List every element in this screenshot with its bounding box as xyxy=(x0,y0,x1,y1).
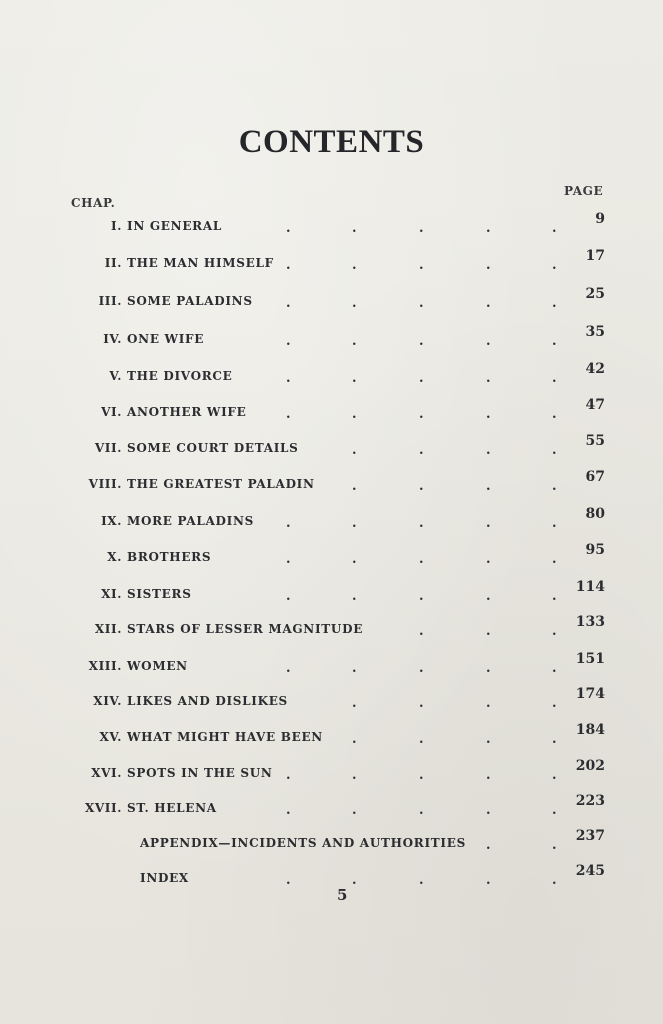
leader-dot: . xyxy=(352,479,357,494)
leader-dot: . xyxy=(286,296,291,311)
chapter-number: XVII. xyxy=(84,801,122,815)
page-number: 9 xyxy=(595,211,605,227)
page-number: 47 xyxy=(585,397,605,413)
leader-dot: . xyxy=(419,407,424,422)
page-number: 237 xyxy=(575,828,605,844)
toc-entry xyxy=(0,248,663,276)
page-number: 42 xyxy=(585,361,605,377)
leader-dot: . xyxy=(486,838,491,853)
leader-dot: . xyxy=(286,552,291,567)
chapter-title: MORE PALADINS xyxy=(127,514,254,528)
leader-dot: . xyxy=(286,873,291,888)
chapter-title: ANOTHER WIFE xyxy=(127,405,247,419)
leader-dot: . xyxy=(419,873,424,888)
leader-dot: . xyxy=(286,516,291,531)
leader-dot: . xyxy=(552,696,557,711)
page-number: 174 xyxy=(575,686,605,702)
leader-dot: . xyxy=(286,334,291,349)
leader-dot: . xyxy=(286,803,291,818)
chapter-title: THE GREATEST PALADIN xyxy=(127,477,315,491)
leader-dot: . xyxy=(286,661,291,676)
leader-dot: . xyxy=(486,407,491,422)
leader-dot: . xyxy=(552,552,557,567)
toc-entry xyxy=(0,828,663,856)
chapter-title: LIKES AND DISLIKES xyxy=(127,694,288,708)
leader-dot: . xyxy=(552,624,557,639)
leader-dot: . xyxy=(486,873,491,888)
leader-dot: . xyxy=(486,258,491,273)
leader-dot: . xyxy=(286,768,291,783)
leader-dot: . xyxy=(352,732,357,747)
leader-dot: . xyxy=(286,258,291,273)
leader-dot: . xyxy=(419,221,424,236)
leader-dot: . xyxy=(486,552,491,567)
page-number: 223 xyxy=(575,793,605,809)
leader-dot: . xyxy=(419,624,424,639)
leader-dot: . xyxy=(552,768,557,783)
page-number: 17 xyxy=(585,248,605,264)
leader-dot: . xyxy=(419,371,424,386)
leader-dot: . xyxy=(419,732,424,747)
chapter-number: X. xyxy=(107,550,122,564)
chapter-title: APPENDIX—INCIDENTS AND AUTHORITIES xyxy=(140,836,466,850)
chapter-title: SOME PALADINS xyxy=(127,294,253,308)
leader-dot: . xyxy=(552,838,557,853)
leader-dot: . xyxy=(552,479,557,494)
page-folio: 5 xyxy=(337,886,348,904)
leader-dot: . xyxy=(352,552,357,567)
leader-dot: . xyxy=(352,296,357,311)
leader-dot: . xyxy=(419,479,424,494)
chapter-title: SPOTS IN THE SUN xyxy=(127,766,273,780)
leader-dot: . xyxy=(352,258,357,273)
leader-dot: . xyxy=(552,516,557,531)
leader-dot: . xyxy=(486,296,491,311)
leader-dot: . xyxy=(552,371,557,386)
page-number: 133 xyxy=(575,614,605,630)
leader-dot: . xyxy=(486,443,491,458)
chapter-title: THE DIVORCE xyxy=(127,369,233,383)
page-number: 114 xyxy=(575,579,605,595)
leader-dot: . xyxy=(352,407,357,422)
leader-dot: . xyxy=(352,768,357,783)
toc-entry xyxy=(0,793,663,821)
leader-dot: . xyxy=(419,296,424,311)
chapter-title: WHAT MIGHT HAVE BEEN xyxy=(127,730,323,744)
page-number: 55 xyxy=(585,433,605,449)
leader-dot: . xyxy=(352,334,357,349)
chapter-title: SOME COURT DETAILS xyxy=(127,441,299,455)
leader-dot: . xyxy=(486,516,491,531)
leader-dot: . xyxy=(486,803,491,818)
page-number: 202 xyxy=(575,758,605,774)
leader-dot: . xyxy=(552,803,557,818)
leader-dot: . xyxy=(486,371,491,386)
leader-dot: . xyxy=(419,552,424,567)
leader-dot: . xyxy=(486,768,491,783)
toc-entry xyxy=(0,722,663,750)
chapter-number: VI. xyxy=(101,405,122,419)
chapter-title: STARS OF LESSER MAGNITUDE xyxy=(127,622,364,636)
page-number: 67 xyxy=(585,469,605,485)
leader-dot: . xyxy=(486,334,491,349)
chapter-title: INDEX xyxy=(140,871,189,885)
leader-dot: . xyxy=(352,589,357,604)
leader-dot: . xyxy=(419,334,424,349)
chapter-number: III. xyxy=(98,294,122,308)
leader-dot: . xyxy=(352,516,357,531)
chapter-title: IN GENERAL xyxy=(127,219,222,233)
chapter-number: V. xyxy=(109,369,122,383)
leader-dot: . xyxy=(419,589,424,604)
chapter-number: XVI. xyxy=(91,766,122,780)
leader-dot: . xyxy=(552,443,557,458)
leader-dot: . xyxy=(552,296,557,311)
toc-entry xyxy=(0,361,663,389)
leader-dot: . xyxy=(419,803,424,818)
chapter-title: ONE WIFE xyxy=(127,332,205,346)
toc-entry xyxy=(0,614,663,642)
chapter-number: XV. xyxy=(99,730,122,744)
leader-dot: . xyxy=(552,221,557,236)
chapter-number: I. xyxy=(111,219,122,233)
page-title: CONTENTS xyxy=(238,124,425,160)
chapter-number: XIII. xyxy=(88,659,122,673)
page-number: 80 xyxy=(585,506,605,522)
leader-dot: . xyxy=(486,661,491,676)
toc-entry xyxy=(0,211,663,239)
leader-dot: . xyxy=(552,334,557,349)
chapter-title: ST. HELENA xyxy=(127,801,217,815)
leader-dot: . xyxy=(286,371,291,386)
toc-entry xyxy=(0,506,663,534)
leader-dot: . xyxy=(419,696,424,711)
toc-entry xyxy=(0,758,663,786)
chapter-title: BROTHERS xyxy=(127,550,212,564)
leader-dot: . xyxy=(352,696,357,711)
chapter-title: SISTERS xyxy=(127,587,192,601)
leader-dot: . xyxy=(552,732,557,747)
page-number: 95 xyxy=(585,542,605,558)
chapter-number: XI. xyxy=(101,587,122,601)
page-number: 25 xyxy=(585,286,605,302)
page-number: 245 xyxy=(575,863,605,879)
chapter-number: XII. xyxy=(94,622,122,636)
leader-dot: . xyxy=(286,221,291,236)
page-number: 35 xyxy=(585,324,605,340)
toc-entry xyxy=(0,286,663,314)
leader-dot: . xyxy=(486,624,491,639)
chapter-number: XIV. xyxy=(93,694,122,708)
leader-dot: . xyxy=(419,768,424,783)
chapter-number: VII. xyxy=(94,441,122,455)
leader-dot: . xyxy=(352,803,357,818)
leader-dot: . xyxy=(552,589,557,604)
page-column-label: PAGE xyxy=(564,184,604,198)
leader-dot: . xyxy=(352,371,357,386)
leader-dot: . xyxy=(552,258,557,273)
leader-dot: . xyxy=(486,221,491,236)
toc-entry xyxy=(0,542,663,570)
chapter-column-label: CHAP. xyxy=(71,196,116,210)
leader-dot: . xyxy=(552,661,557,676)
leader-dot: . xyxy=(419,443,424,458)
chapter-number: IV. xyxy=(103,332,122,346)
toc-entry xyxy=(0,469,663,497)
leader-dot: . xyxy=(352,661,357,676)
leader-dot: . xyxy=(419,516,424,531)
toc-entry xyxy=(0,686,663,714)
toc-entry xyxy=(0,579,663,607)
leader-dot: . xyxy=(552,407,557,422)
chapter-number: VIII. xyxy=(88,477,122,491)
leader-dot: . xyxy=(486,696,491,711)
leader-dot: . xyxy=(352,443,357,458)
toc-entry xyxy=(0,433,663,461)
toc-entry xyxy=(0,397,663,425)
leader-dot: . xyxy=(486,732,491,747)
chapter-title: THE MAN HIMSELF xyxy=(127,256,274,270)
page-number: 151 xyxy=(575,651,605,667)
chapter-number: II. xyxy=(104,256,122,270)
toc-entry xyxy=(0,324,663,352)
chapter-number: IX. xyxy=(101,514,122,528)
leader-dot: . xyxy=(286,407,291,422)
leader-dot: . xyxy=(286,589,291,604)
leader-dot: . xyxy=(352,221,357,236)
leader-dot: . xyxy=(419,661,424,676)
toc-entry xyxy=(0,863,663,891)
page-number: 184 xyxy=(575,722,605,738)
leader-dot: . xyxy=(352,873,357,888)
toc-entry xyxy=(0,651,663,679)
chapter-title: WOMEN xyxy=(127,659,188,673)
leader-dot: . xyxy=(419,258,424,273)
leader-dot: . xyxy=(486,589,491,604)
leader-dot: . xyxy=(552,873,557,888)
leader-dot: . xyxy=(486,479,491,494)
